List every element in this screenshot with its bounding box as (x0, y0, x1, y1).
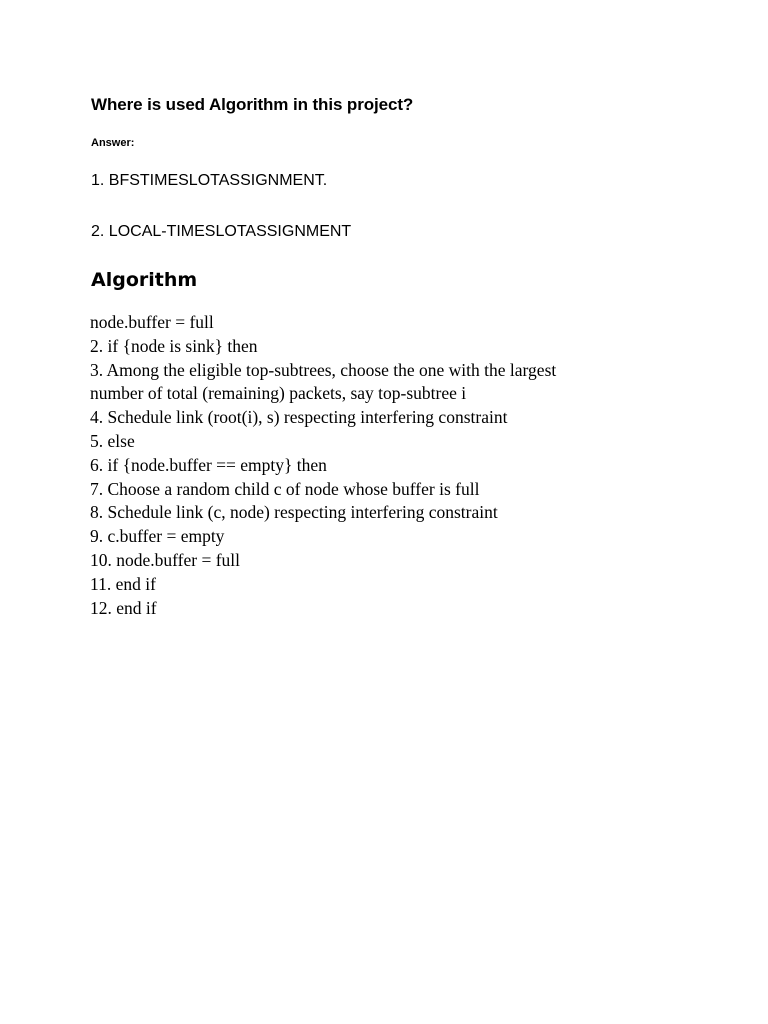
algorithm-line: 9. c.buffer = empty (90, 526, 225, 547)
algorithm-line: 6. if {node.buffer == empty} then (90, 454, 327, 475)
question-heading: Where is used Algorithm in this project? (91, 95, 414, 114)
answer-item: 1. BFSTIMESLOTASSIGNMENT. (91, 172, 328, 189)
algorithm-line: 3. Among the eligible top-subtrees, choose the one with the largest (90, 359, 557, 380)
algorithm-line: 12. end if (90, 597, 157, 618)
algorithm-line: 2. if {node is sink} then (90, 335, 258, 356)
algorithm-line: 5. else (90, 430, 135, 451)
answer-item: 2. LOCAL-TIMESLOTASSIGNMENT (91, 223, 352, 240)
answer-label: Answer: (91, 137, 135, 149)
algorithm-line: 7. Choose a random child c of node whose buffer is full (90, 478, 480, 499)
algorithm-line: 10. node.buffer = full (90, 549, 240, 570)
algorithm-line: 4. Schedule link (root(i), s) respecting interfering constraint (90, 407, 508, 428)
algorithm-steps (90, 311, 650, 620)
algorithm-line: node.buffer = full (90, 312, 214, 332)
algorithm-heading: Algorithm (91, 269, 198, 291)
algorithm-line: number of total (remaining) packets, say top-subtree i (90, 383, 467, 404)
algorithm-line: 11. end if (90, 573, 156, 594)
algorithm-line: 8. Schedule link (c, node) respecting interfering constraint (90, 502, 498, 523)
